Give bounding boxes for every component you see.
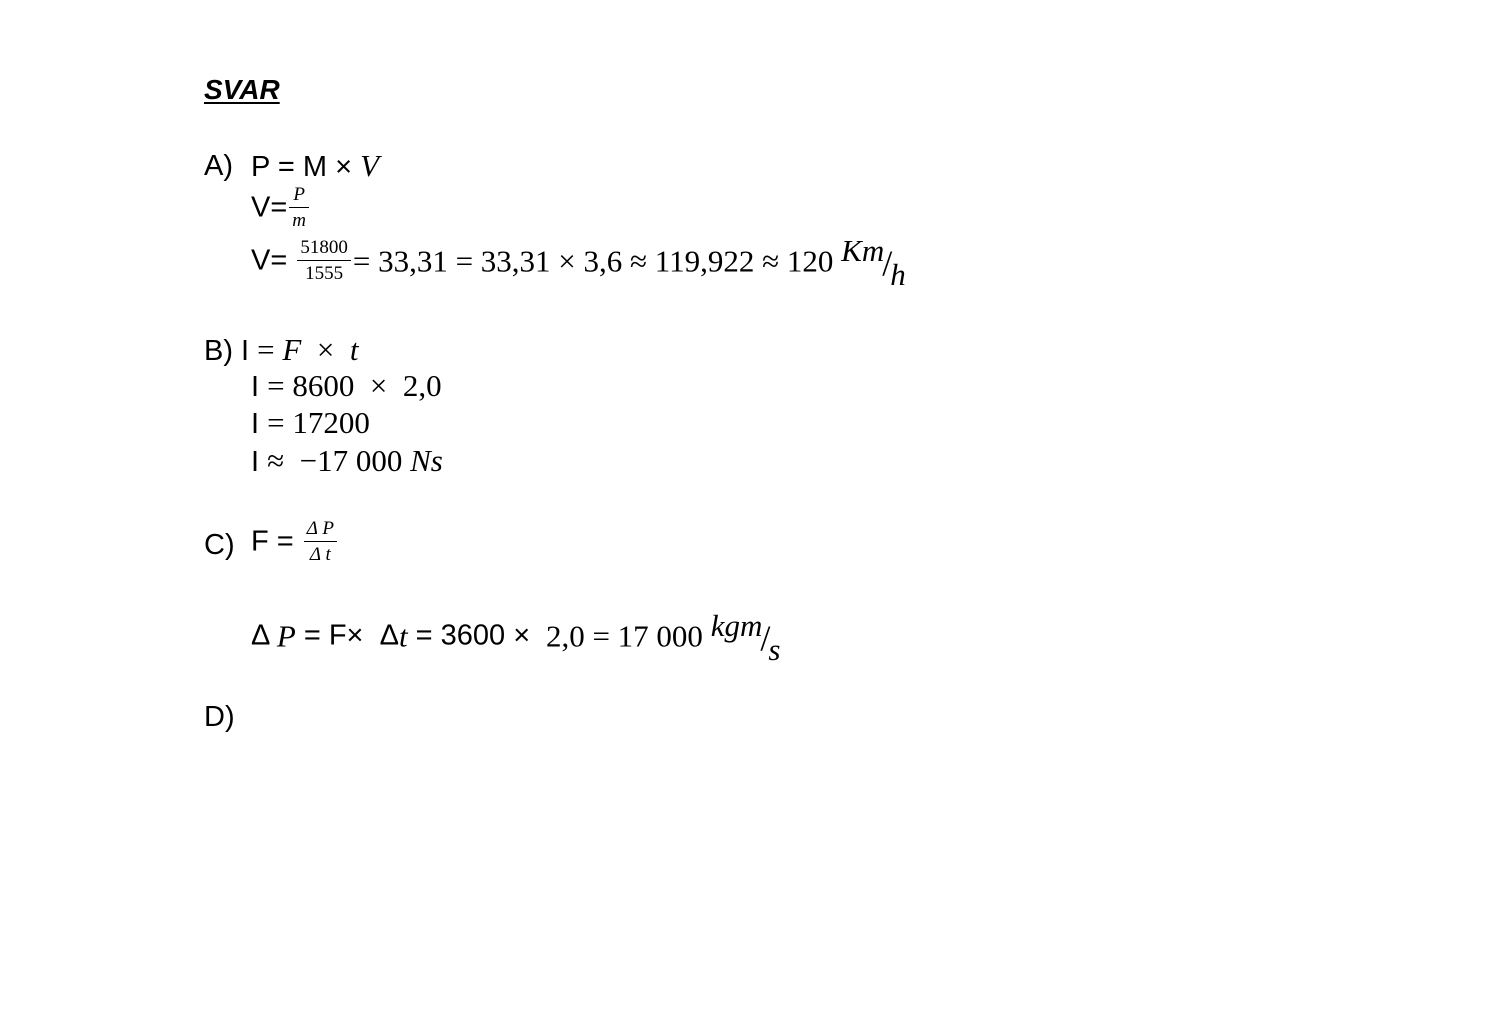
a-line3-num: 51800 [297, 237, 351, 261]
b-line2-lead: I [251, 371, 268, 403]
section-b-line1 [204, 334, 358, 366]
section-b-line3 [251, 407, 370, 439]
c-line1-fraction [304, 518, 337, 566]
b-line4-unit: Ns [410, 443, 443, 478]
a-line1-var: V [360, 148, 380, 183]
a-line3-fraction [297, 237, 351, 285]
b-line1-f: F [282, 332, 302, 367]
c-line2-delta: Δ [251, 619, 277, 652]
section-c-label: C) [204, 529, 235, 561]
section-c-line2 [251, 608, 781, 667]
c-line1-den: Δ t [309, 543, 331, 565]
b-line1-lead: I [233, 335, 258, 367]
a-line3-unit [841, 232, 906, 292]
b-line1-t: t [349, 332, 359, 367]
a-line3-prefix: V= [251, 244, 296, 277]
b-line3-expr: = 17200 [267, 405, 370, 440]
section-b-line4 [251, 445, 443, 477]
section-a-line2 [251, 184, 311, 232]
a-unit-num: Km [841, 232, 885, 268]
b-line4-expr: ≈ −17 000 [267, 443, 411, 478]
section-c-line1 [251, 518, 339, 566]
c-line2-mid2: = 3600 × [407, 619, 539, 652]
section-b-line2 [251, 370, 442, 402]
c-line1-num: Δ P [304, 518, 337, 542]
b-line3-lead: I [251, 408, 268, 440]
c-line2-p: P [276, 618, 296, 654]
b-line4-lead: I [251, 446, 268, 478]
a-line1-text: P = M × [251, 151, 361, 183]
c-line1-prefix: F = [251, 525, 302, 558]
a-line3-expr: = 33,31 = 33,31 × 3,6 ≈ 119,922 ≈ 120 [352, 243, 842, 279]
a-line3-den: 1555 [305, 262, 344, 284]
c-line2-unit [710, 608, 781, 667]
a-line2-num: P [289, 184, 309, 208]
b-line2-expr: = 8600 × 2,0 [267, 368, 442, 403]
c-unit-den: s [768, 632, 781, 667]
section-a-label: A) [204, 150, 233, 182]
section-d-label: D) [204, 701, 235, 733]
c-unit-slash: / [760, 618, 771, 658]
c-unit-num: kgm [710, 608, 763, 643]
c-line2-expr: 2,0 = 17 000 [538, 618, 711, 654]
a-line2-den: m [292, 209, 307, 231]
a-line2-fraction [289, 184, 309, 232]
b-line1-times: × [301, 332, 350, 367]
page-title: SVAR [204, 74, 280, 105]
b-line1-expr: = [257, 332, 283, 367]
c-line2-t: t [398, 618, 408, 654]
c-line2-mid: = F× Δ [295, 619, 399, 652]
a-unit-slash: / [882, 242, 893, 283]
a-line2-prefix: V= [251, 191, 288, 224]
section-a-line3 [251, 232, 906, 292]
a-unit-den: h [890, 256, 906, 292]
section-a-line1 [251, 150, 379, 182]
section-b-label: B) [204, 335, 233, 367]
